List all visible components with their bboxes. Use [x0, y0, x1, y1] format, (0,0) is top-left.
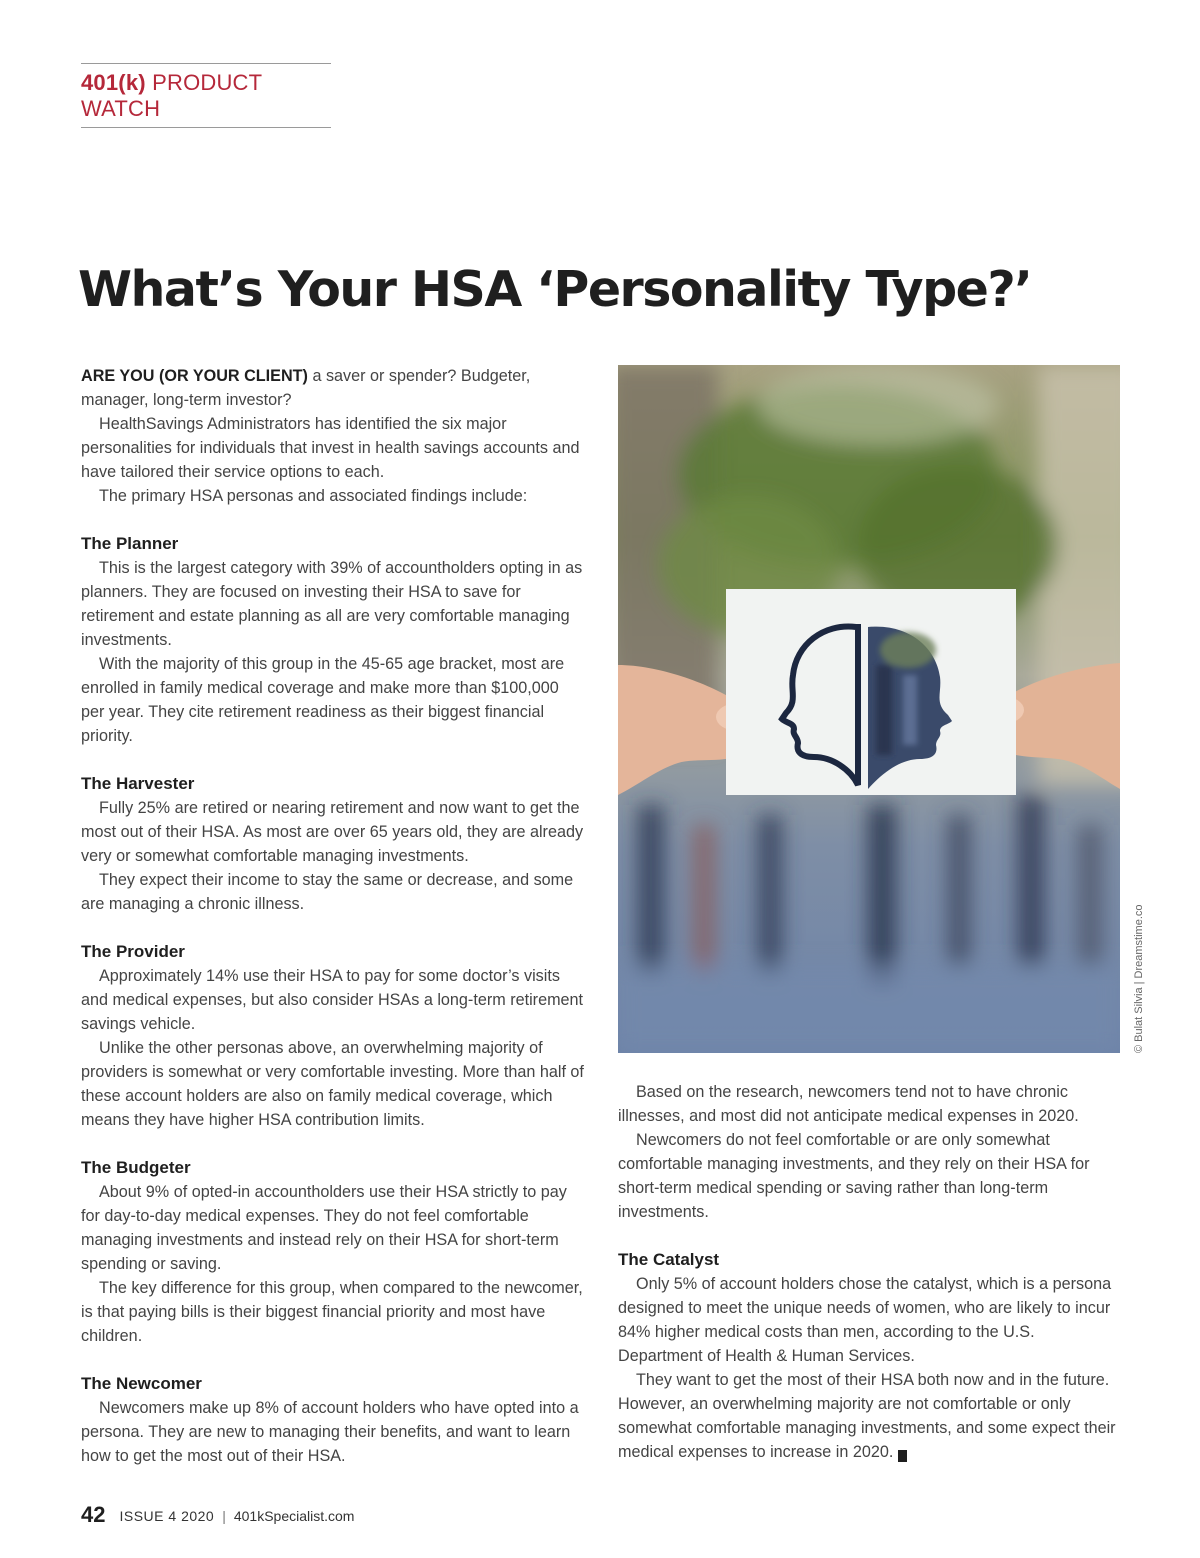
photo-credit: © Bulat Silvia | Dreamstime.co — [1133, 904, 1145, 1053]
section-heading-harvester: The Harvester — [81, 774, 195, 793]
lead-in: ARE YOU (OR YOUR CLIENT) — [81, 367, 308, 385]
page-footer — [81, 1502, 354, 1532]
body-paragraph: Based on the research, newcomers tend not to have chronic illnesses, and most did not anticipate medical expenses in 2020. — [618, 1083, 1079, 1125]
section-heading-planner: The Planner — [81, 534, 179, 553]
body-paragraph: Newcomers do not feel comfortable or are only somewhat comfortable managing investments, and they rely on their HSA for short-term medical spending or saving rather than long-term investments. — [618, 1131, 1090, 1221]
final-paragraph-text: They want to get the most of their HSA both now and in the future. However, an overwhelming majority are not comfortable or only somewhat comfortable managing investments, and some expect their medical expenses to increase in 2020. — [618, 1371, 1116, 1461]
final-paragraph — [618, 1368, 1123, 1464]
body-paragraph: Unlike the other personas above, an overwhelming majority of providers is somewhat or very comfortable investing. More than half of these account holders are also on family medical coverage, which means they have higher HSA contribution limits. — [81, 1039, 584, 1129]
section-label-bold: 401(k) — [81, 70, 146, 95]
end-mark-icon: K — [898, 1450, 907, 1462]
body-paragraph: This is the largest category with 39% of accountholders opting in as planners. They are focused on investing their HSA to save for retirement and estate planning as all are very comfortable managing investments. — [81, 559, 583, 649]
site-link[interactable]: 401kSpecialist.com — [233, 1508, 355, 1524]
article-photo — [618, 365, 1120, 1053]
section-label-text: PRODUCT WATCH — [81, 70, 262, 121]
issue-label: ISSUE 4 2020 — [119, 1508, 215, 1524]
footer-separator: | — [222, 1508, 226, 1524]
body-paragraph: Fully 25% are retired or nearing retirement and now want to get the most out of their HSA. As most are over 65 years old, they are already very or somewhat comfortable managing investments. — [81, 799, 584, 865]
article-title: What’s Your HSA ‘Personality Type?’ — [78, 261, 1032, 318]
right-column — [618, 1080, 1123, 1464]
body-paragraph: The key difference for this group, when compared to the newcomer, is that paying bills is their biggest financial priority and most have children. — [81, 1279, 583, 1345]
section-heading-provider: The Provider — [81, 942, 185, 961]
paper-card — [726, 589, 1016, 795]
body-paragraph: About 9% of opted-in accountholders use their HSA strictly to pay for day-to-day medical expenses. They do not feel comfortable managing investments and instead rely on their HSA for short-term spending or saving. — [81, 1183, 567, 1273]
body-paragraph: With the majority of this group in the 45-65 age bracket, most are enrolled in family medical coverage and make more than $100,000 per year. They cite retirement readiness as their biggest financial priority. — [81, 655, 565, 745]
section-heading-catalyst: The Catalyst — [618, 1250, 720, 1269]
section-label — [81, 63, 331, 128]
intro-paragraph: HealthSavings Administrators has identified the six major personalities for individuals that invest in health savings accounts and have tailored their service options to each. — [81, 415, 580, 481]
lead-paragraph — [81, 364, 586, 412]
body-paragraph: Approximately 14% use their HSA to pay for some doctor’s visits and medical expenses, but also consider HSAs a long-term retirement savings vehicle. — [81, 967, 584, 1033]
section-heading-newcomer: The Newcomer — [81, 1374, 202, 1393]
page-number: 42 — [81, 1502, 106, 1527]
section-heading-budgeter: The Budgeter — [81, 1158, 191, 1177]
lead-text: a saver or spender? Budgeter, manager, long-term investor? — [81, 367, 531, 409]
left-column — [81, 364, 586, 1468]
body-paragraph: Only 5% of account holders chose the catalyst, which is a persona designed to meet the unique needs of women, who are likely to incur 84% higher medical costs than men, according to the U.S. Department of Health & Human Services. — [618, 1275, 1112, 1365]
body-paragraph: They expect their income to stay the same or decrease, and some are managing a chronic illness. — [81, 871, 574, 913]
body-paragraph: Newcomers make up 8% of account holders who have opted into a persona. They are new to managing their benefits, and want to learn how to get the most out of their HSA. — [81, 1399, 579, 1465]
intro-paragraph: The primary HSA personas and associated findings include: — [99, 487, 528, 505]
